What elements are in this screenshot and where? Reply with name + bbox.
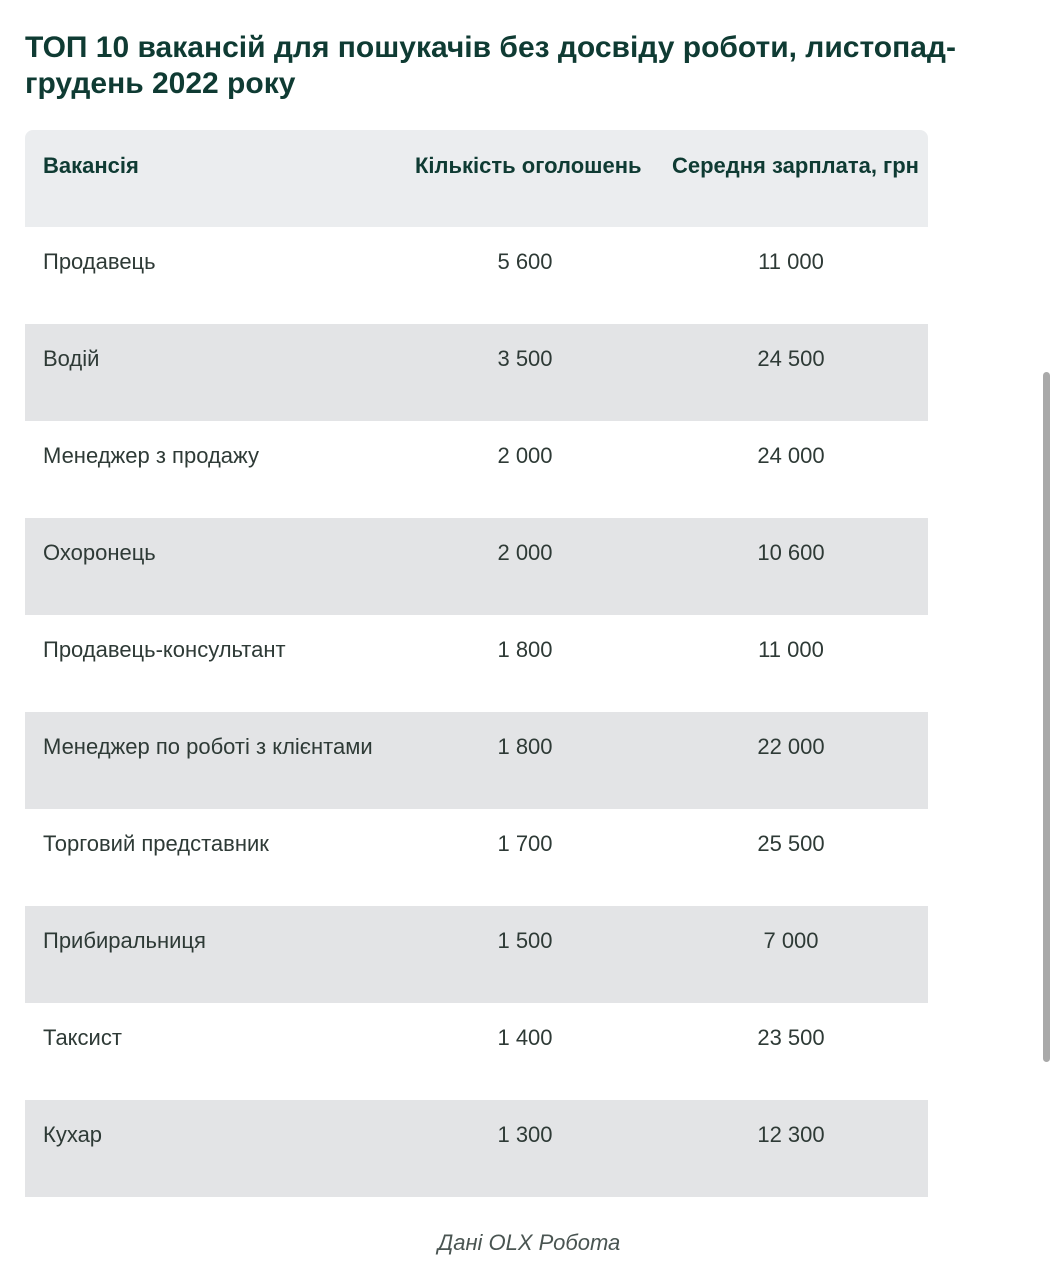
- salary-cell: 10 600: [757, 540, 825, 565]
- table-row: [25, 712, 928, 809]
- vacancy-cell: Водій: [43, 346, 100, 371]
- salary-cell: 7 000: [763, 928, 819, 953]
- vacancy-cell: Прибиральниця: [43, 928, 206, 953]
- ads-count-cell: 2 000: [497, 540, 553, 565]
- salary-cell: 23 500: [757, 1025, 825, 1050]
- vacancy-cell: Охоронець: [43, 540, 156, 565]
- salary-cell: 24 500: [757, 346, 825, 371]
- salary-cell: 22 000: [757, 734, 825, 759]
- ads-count-cell: 5 600: [497, 249, 553, 274]
- source-caption: Дані OLX Робота: [437, 1230, 621, 1255]
- vacancy-cell: Продавець-консультант: [43, 637, 286, 662]
- vacancy-cell: Менеджер з продажу: [43, 443, 259, 468]
- ads-count-cell: 1 300: [497, 1122, 553, 1147]
- salary-cell: 11 000: [758, 637, 824, 662]
- salary-cell: 11 000: [758, 249, 824, 274]
- salary-cell: 24 000: [757, 443, 825, 468]
- vacancy-cell: Кухар: [43, 1122, 103, 1147]
- vacancy-cell: Продавець: [43, 249, 156, 274]
- table-row: [25, 809, 928, 906]
- table-row: [25, 1100, 928, 1197]
- table-row: [25, 1003, 928, 1100]
- header-ads-count: Кількість оголошень: [415, 153, 642, 178]
- table-row: [25, 421, 928, 518]
- ads-count-cell: 2 000: [497, 443, 553, 468]
- header-avg-salary: Середня зарплата, грн: [672, 153, 919, 178]
- ads-count-cell: 1 800: [497, 734, 553, 759]
- salary-cell: 25 500: [757, 831, 825, 856]
- vacancies-table: [25, 130, 928, 1197]
- table-row: [25, 615, 928, 712]
- ads-count-cell: 1 700: [497, 831, 553, 856]
- vacancy-cell: Менеджер по роботі з клієнтами: [43, 734, 373, 759]
- ads-count-cell: 1 500: [497, 928, 553, 953]
- table-row: [25, 518, 928, 615]
- ads-count-cell: 3 500: [497, 346, 553, 371]
- table-row: [25, 324, 928, 421]
- table-row: [25, 227, 928, 324]
- table-header-row: [25, 130, 928, 227]
- vacancy-cell: Торговий представник: [43, 831, 269, 856]
- table-row: [25, 906, 928, 1003]
- header-vacancy: Вакансія: [43, 153, 139, 178]
- scrollbar[interactable]: [1043, 372, 1050, 1062]
- ads-count-cell: 1 400: [497, 1025, 553, 1050]
- page-title: ТОП 10 вакансій для пошукачів без досвіду роботи, листопад-грудень 2022 року: [25, 31, 956, 100]
- salary-cell: 12 300: [757, 1122, 825, 1147]
- ads-count-cell: 1 800: [497, 637, 553, 662]
- vacancy-cell: Таксист: [43, 1025, 122, 1050]
